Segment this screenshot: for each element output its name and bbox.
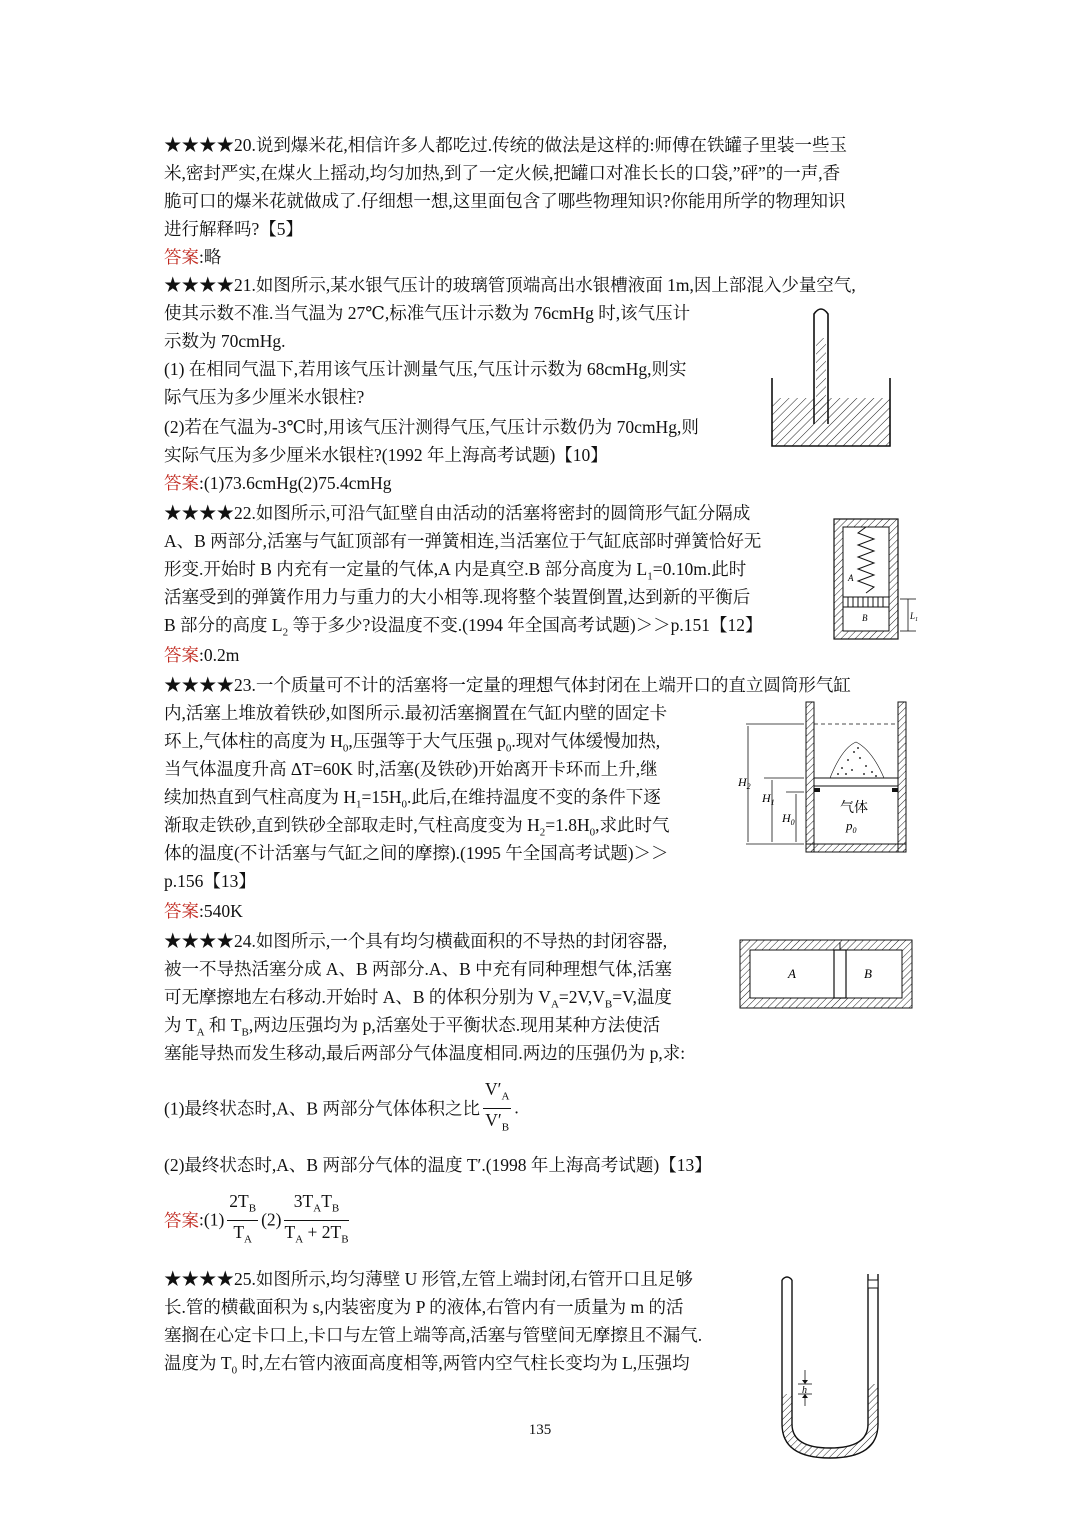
q23-line-6: 渐取走铁砂,直到铁砂全部取走时,气柱高度变为 $H_2=1.8H_0$,求此时气 [164,815,670,839]
q23-line-8: p.156【13】 [164,871,256,891]
q20-line-3: 脆可口的爆米花就做成了.仔细想一想,这里面包含了哪些物理知识?你能用所学的物理知识 [164,191,846,211]
q23-line-2: 内,活塞上堆放着铁砂,如图所示.最初活塞搁置在气缸内壁的固定卡 [164,703,668,723]
q24-part-2: (2)最终状态时,A、B 两部分气体的温度 T′.(1998 年上海高考试题)【13】 [164,1155,712,1175]
u-tube-figure [772,1274,902,1474]
q21-line-6: (2)若在气温为-3℃时,用该气压汁测得气压,气压计示数仍为 70cmHg,则 [164,417,699,437]
q20-line-4: 进行解释吗?【5】 [164,219,304,239]
q20-answer [164,244,221,270]
q20-line-2: 米,密封严实,在煤火上摇动,均匀加热,到了一定火候,把罐口对准长长的口袋,”砰”的一声,香 [164,163,841,183]
page-number: 135 [528,1422,552,1438]
q24-answer: 答案:(1) $\frac{2T_B}{T_A}$ (2) $\frac{3T_AT_B}{T_A + 2T_B}$ [164,1190,352,1250]
q23-answer [164,898,243,924]
label-h0: $H_0$ [782,811,795,827]
q21-line-2: 使其示数不准.当气温为 27℃,标准气压计示数为 76cmHg 时,该气压计 [164,303,691,323]
q21-line-7: 实际气压为多少厘米水银柱?(1992 年上海高考试题)【10】 [164,445,608,465]
answer-text: :0.2m [199,645,240,665]
label-h1: $H_1$ [762,791,775,807]
answer-label: 答案 [164,473,199,493]
label-b: B [862,613,868,623]
answer-text: :略 [199,247,222,267]
q23-line-5: 续加热直到气柱高度为 $H_1=15H_0$.此后,在维持温度不变的条件下逐 [164,787,661,811]
q21-line-4: (1) 在相同气温下,若用该气压计测量气压,气压计示数为 68cmHg,则实 [164,359,687,379]
q24-line-1: ★★★★24.如图所示,一个具有均匀横截面积的不导热的封闭容器, [164,931,668,951]
barometer-figure [768,300,898,450]
label-b: B [864,966,872,981]
q24-line-2: 被一不导热活塞分成 A、B 两部分.A、B 中充有同种理想气体,活塞 [164,959,672,979]
q25-line-2: 长.管的横截面积为 s,内装密度为 P 的液体,右管内有一质量为 m 的活 [164,1297,684,1317]
volume-ratio-fraction: $\frac{V'_A}{V'_B}$ [484,1079,510,1133]
q22-line-2: A、B 两部分,活塞与气缸顶部有一弹簧相连,当活塞位于气缸底部时弹簧恰好无 [164,531,762,551]
q21-answer [164,470,391,496]
q22-line-4: 活塞受到的弹簧作用力与重力的大小相等.现将整个装置倒置,达到新的平衡后 [164,587,751,607]
q21-line-5: 际气压为多少厘米水银柱? [164,387,365,407]
answer-label: 答案 [164,901,199,921]
label-h2: $H_2$ [738,775,751,791]
answer-text: :(1)73.6cmHg(2)75.4cmHg [199,473,392,493]
q24-part-1: (1)最终状态时,A、B 两部分气体体积之比 $\frac{V'_A}{V'_B}$ . [164,1078,519,1138]
q23-line-3: 环上,气体柱的高度为 $H_0$,压强等于大气压强 $p_0$.现对气体缓慢加热, [164,731,661,755]
q23-line-4: 当气体温度升高 ΔT=60K 时,活塞(及铁砂)开始离开卡环而上升,继 [164,759,658,779]
q22-answer [164,642,239,668]
label-h: h [802,1385,807,1396]
q25-line-4: 温度为 $T_0$ 时,左右管内液面高度相等,两管内空气柱长变均为 L,压强均 [164,1353,690,1377]
label-a: A [788,966,796,981]
label-gas: 气体 [840,801,868,816]
q23-line-7: 体的温度(不计活塞与气缸之间的摩擦).(1995 午全国高考试题)＞＞ [164,843,669,863]
label-p0: $p_0$ [846,818,857,835]
q21-line-1: ★★★★21.如图所示,某水银气压计的玻璃管顶端高出水银槽液面 1m,因上部混入少量空气, [164,275,856,295]
label-a: A [848,573,854,583]
q20-line-1: ★★★★20.说到爆米花,相信许多人都吃过.传统的做法是这样的:师傅在铁罐子里装一些玉 [164,135,847,155]
q22-line-3: 形变.开始时 B 内充有一定量的气体,A 内是真空.B 部分高度为 $L_1=0.10m$.此时 [164,559,747,583]
label-l1: $L_1$ [910,611,919,623]
q24-line-4: 为 $T_A$ 和 $T_B$,两边压强均为 p,活塞处于平衡状态.现用某种方法使活 [164,1015,661,1039]
q22-line-5: B 部分的高度 $L_2$ 等于多少?设温度不变.(1994 年全国高考试题)＞＞p.151【12】 [164,615,763,639]
q25-line-3: 塞搁在心定卡口上,卡口与左管上端等高,活塞与管壁间无摩擦且不漏气. [164,1325,703,1345]
spring-cylinder-figure [830,515,920,645]
q21-line-3: 示数为 70cmHg. [164,331,286,351]
q24-line-5: 塞能导热而发生移动,最后两部分气体温度相同.两边的压强仍为 p,求: [164,1043,686,1063]
q23-line-1: ★★★★23.一个质量可不计的活塞将一定量的理想气体封闭在上端开口的直立圆筒形气缸 [164,675,851,695]
answer-text: :540K [199,901,243,921]
q24-line-3: 可无摩擦地左右移动.开始时 A、B 的体积分别为 $V_A=2V,V_B=V$,温度 [164,987,672,1011]
answer-label: 答案 [164,247,199,267]
sealed-container-figure [738,938,914,1010]
answer-1-fraction: $\frac{2T_B}{T_A}$ [229,1191,257,1245]
answer-2-fraction: $\frac{3T_AT_B}{T_A + 2T_B}$ [284,1191,349,1245]
q25-line-1: ★★★★25.如图所示,均匀薄壁 U 形管,左管上端封闭,右管开口且足够 [164,1269,693,1289]
q22-line-1: ★★★★22.如图所示,可沿气缸壁自由活动的活塞将密封的圆筒形气缸分隔成 [164,503,751,523]
answer-label: 答案 [164,645,199,665]
iron-sand-cylinder-figure [738,698,918,858]
answer-label: 答案 [164,1210,199,1231]
